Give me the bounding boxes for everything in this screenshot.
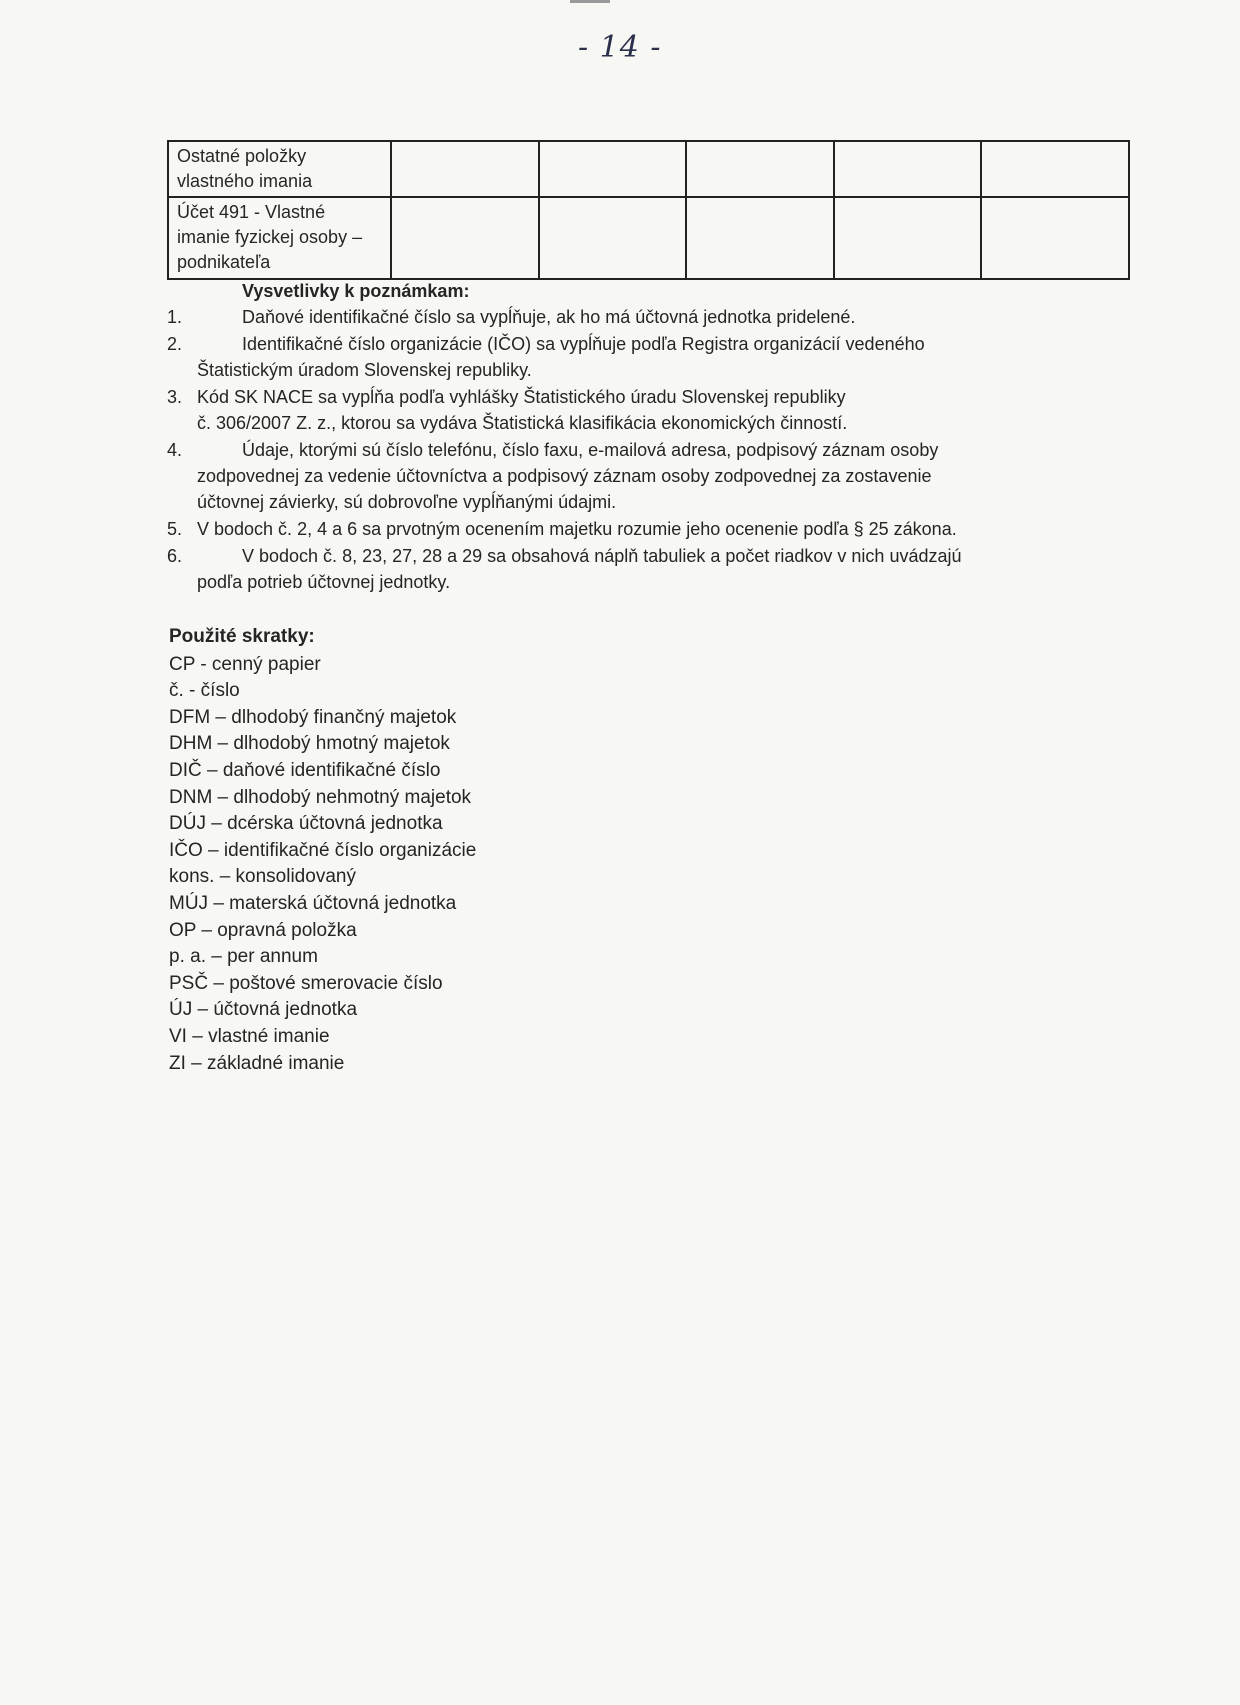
note-line: Štatistickým úradom Slovenskej republiky. <box>197 360 532 380</box>
note-text <box>197 331 1067 383</box>
abbreviation-item: OP – opravná položka <box>169 919 357 941</box>
row-label: Účet 491 - Vlastné imanie fyzickej osoby – podnikateľa <box>168 197 391 279</box>
table-row <box>168 197 1129 279</box>
note-text <box>197 304 1067 330</box>
note-item <box>167 437 1067 515</box>
note-line: Identifikačné číslo organizácie (IČO) sa vypĺňuje podľa Registra organizácií vedeného <box>242 334 925 354</box>
note-number: 1. <box>167 307 183 327</box>
note-item <box>167 516 1067 542</box>
note-number: 4. <box>167 440 183 460</box>
table-cell <box>686 197 834 279</box>
note-line: Údaje, ktorými sú číslo telefónu, číslo faxu, e-mailová adresa, podpisový záznam osoby <box>242 440 939 460</box>
abbreviation-item: kons. – konsolidovaný <box>169 866 356 888</box>
note-line: Kód SK NACE sa vypĺňa podľa vyhlášky Štatistického úradu Slovenskej republiky <box>197 387 846 407</box>
abbreviation-item: IČO – identifikačné číslo organizácie <box>169 839 477 861</box>
table-cell <box>391 197 539 279</box>
abbreviations-section <box>169 624 476 1077</box>
note-line: č. 306/2007 Z. z., ktorou sa vydáva Štatistická klasifikácia ekonomických činností. <box>197 413 848 433</box>
note-item <box>167 304 1067 330</box>
abbreviation-item: ÚJ – účtovná jednotka <box>169 999 358 1021</box>
table-row <box>168 141 1129 197</box>
table-cell <box>834 141 982 197</box>
note-text <box>197 543 1067 595</box>
table-cell <box>981 141 1129 197</box>
note-item <box>167 384 1067 436</box>
abbreviations-heading: Použité skratky: <box>169 626 315 647</box>
note-item <box>167 331 1067 383</box>
abbreviation-item: č. - číslo <box>169 680 240 702</box>
abbreviation-item: ZI – základné imanie <box>169 1052 345 1074</box>
table-cell <box>834 197 982 279</box>
table-cell <box>391 141 539 197</box>
note-text <box>197 437 1067 515</box>
note-line: V bodoch č. 2, 4 a 6 sa prvotným ocenením majetku rozumie jeho ocenenie podľa § 25 zákona. <box>197 519 957 539</box>
note-number: 5. <box>167 519 183 539</box>
note-text <box>197 516 1067 542</box>
note-number: 2. <box>167 334 183 354</box>
abbreviation-item: DÚJ – dcérska účtovná jednotka <box>169 813 443 835</box>
page-number: - 14 - <box>578 30 662 65</box>
abbreviation-item: DHM – dlhodobý hmotný majetok <box>169 733 450 755</box>
abbreviation-item: DNM – dlhodobý nehmotný majetok <box>169 786 472 808</box>
table-cell <box>539 141 687 197</box>
notes-heading: Vysvetlivky k poznámkam: <box>242 281 470 301</box>
note-line: Daňové identifikačné číslo sa vypĺňuje, ak ho má účtovná jednotka pridelené. <box>242 307 856 327</box>
abbreviation-item: DIČ – daňové identifikačné číslo <box>169 759 441 781</box>
note-line: podľa potrieb účtovnej jednotky. <box>197 572 451 592</box>
note-text <box>197 384 1067 436</box>
abbreviation-item: CP - cenný papier <box>169 653 321 675</box>
note-item <box>167 543 1067 595</box>
row-label: Ostatné položky vlastného imania <box>168 141 391 197</box>
abbreviation-item: PSČ – poštové smerovacie číslo <box>169 972 443 994</box>
table-cell <box>539 197 687 279</box>
scan-mark <box>570 0 610 3</box>
equity-table <box>167 140 1130 280</box>
note-number: 3. <box>167 387 183 407</box>
abbreviation-item: DFM – dlhodobý finančný majetok <box>169 706 457 728</box>
note-line: V bodoch č. 8, 23, 27, 28 a 29 sa obsahová náplň tabuliek a počet riadkov v nich uvádzajú <box>242 546 962 566</box>
note-line: zodpovednej za vedenie účtovníctva a podpisový záznam osoby zodpovednej za zostavenie <box>197 466 932 486</box>
abbreviation-item: VI – vlastné imanie <box>169 1025 330 1047</box>
notes-section <box>167 278 1067 595</box>
abbreviation-item: p. a. – per annum <box>169 946 318 968</box>
note-number: 6. <box>167 546 183 566</box>
table-cell <box>981 197 1129 279</box>
note-line: účtovnej závierky, sú dobrovoľne vypĺňanými údajmi. <box>197 492 617 512</box>
table-cell <box>686 141 834 197</box>
abbreviation-item: MÚJ – materská účtovná jednotka <box>169 892 457 914</box>
